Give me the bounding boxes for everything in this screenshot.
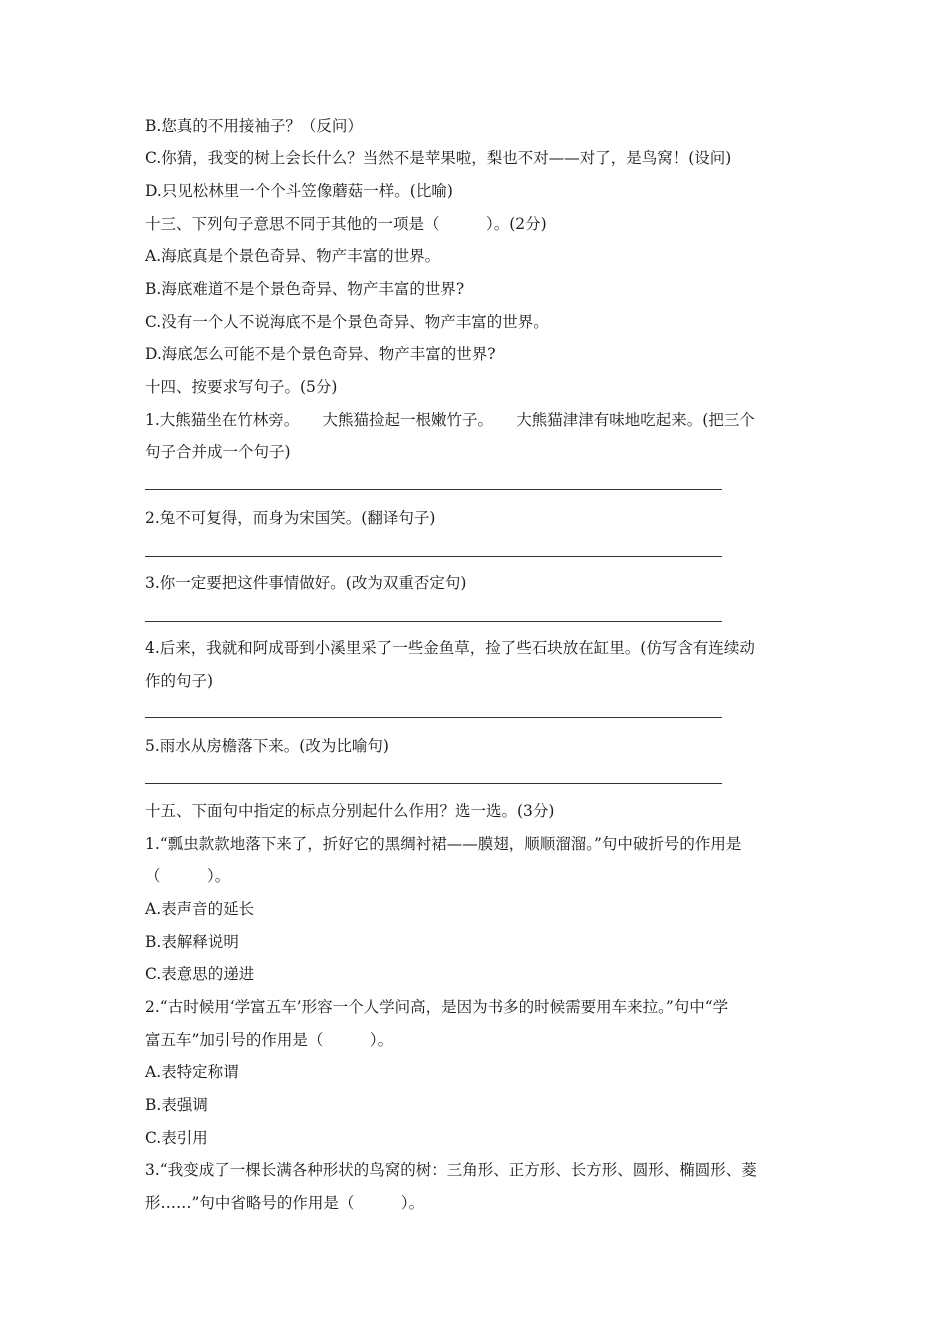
q13-option-d: D.海底怎么可能不是个景色奇异、物产丰富的世界? xyxy=(145,345,496,363)
q14-item-1-line1: 1.大熊猫坐在竹林旁。 大熊猫捡起一根嫩竹子。 大熊猫津津有味地吃起来。(把三个 xyxy=(145,411,755,429)
q14-item-4-line1: 4.后来，我就和阿成哥到小溪里采了一些金鱼草，捡了些石块放在缸里。(仿写含有连续动 xyxy=(145,639,755,657)
q15-2-option-b: B.表强调 xyxy=(145,1096,208,1114)
q15-item-1-line1: 1.“瓢虫款款地落下来了，折好它的黑绸衬裙——膜翅，顺顺溜溜。”句中破折号的作用是 xyxy=(145,835,742,853)
question-13-title: 十三、下列句子意思不同于其他的一项是（ ）。(2分) xyxy=(145,215,547,233)
q15-1-option-a: A.表声音的延长 xyxy=(145,900,255,918)
q15-item-2-line2: 富五车”加引号的作用是（ ）。 xyxy=(145,1031,394,1049)
q13-option-c: C.没有一个人不说海底不是个景色奇异、物产丰富的世界。 xyxy=(145,313,549,331)
q14-item-5: 5.雨水从房檐落下来。(改为比喻句) xyxy=(145,737,389,755)
q15-item-1-line2: （ ）。 xyxy=(145,867,231,885)
q13-option-a: A.海底真是个景色奇异、物产丰富的世界。 xyxy=(145,247,441,265)
option-d-simile: D.只见松林里一个个斗笠像蘑菇一样。(比喻) xyxy=(145,182,453,200)
q14-item-1-line2: 句子合并成一个句子) xyxy=(145,443,291,461)
q14-item-4-line2: 作的句子) xyxy=(145,672,214,690)
question-14-title: 十四、按要求写句子。(5分) xyxy=(145,378,338,396)
q15-2-option-c: C.表引用 xyxy=(145,1129,208,1147)
q13-option-b: B.海底难道不是个景色奇异、物产丰富的世界? xyxy=(145,280,465,298)
answer-line-4[interactable] xyxy=(145,717,722,718)
q15-1-option-c: C.表意思的递进 xyxy=(145,965,255,983)
q15-2-option-a: A.表特定称谓 xyxy=(145,1063,239,1081)
answer-line-1[interactable] xyxy=(145,489,722,490)
answer-line-5[interactable] xyxy=(145,783,722,784)
q15-item-2-line1: 2.“古时候用‘学富五车’形容一个人学问高，是因为书多的时候需要用车来拉。”句中“学 xyxy=(145,998,729,1016)
q14-item-3: 3.你一定要把这件事情做好。(改为双重否定句) xyxy=(145,574,467,592)
question-15-title: 十五、下面句中指定的标点分别起什么作用？选一选。(3分) xyxy=(145,802,555,820)
answer-line-2[interactable] xyxy=(145,556,722,557)
answer-line-3[interactable] xyxy=(145,621,722,622)
option-c-question: C.你猜，我变的树上会长什么？当然不是苹果啦，梨也不对——对了，是鸟窝！(设问) xyxy=(145,149,732,167)
q15-item-3-line2: 形……”句中省略号的作用是（ ）。 xyxy=(145,1194,425,1212)
option-b-rhetorical: B.您真的不用接袖子？（反问） xyxy=(145,117,363,135)
q15-item-3-line1: 3.“我变成了一棵长满各种形状的鸟窝的树：三角形、正方形、长方形、圆形、椭圆形、菱 xyxy=(145,1161,757,1179)
q15-1-option-b: B.表解释说明 xyxy=(145,933,239,951)
q14-item-2: 2.兔不可复得，而身为宋国笑。(翻译句子) xyxy=(145,509,436,527)
